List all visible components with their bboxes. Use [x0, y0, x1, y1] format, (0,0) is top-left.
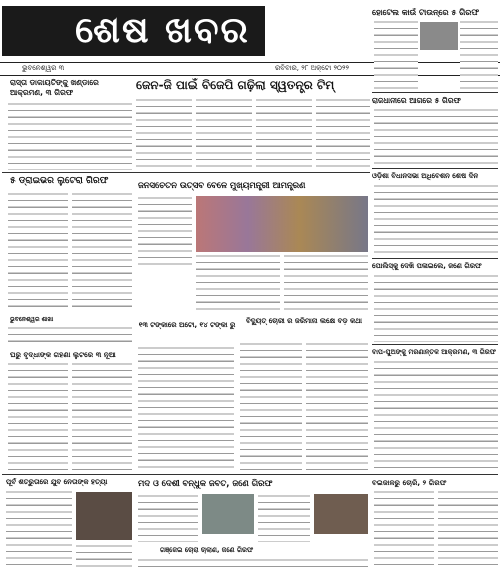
story-10-col-2 — [438, 490, 498, 568]
story-3-headline: ୫ ଡ୍ରାଇଭର ଲୁଟେରା ଗିରଫ — [10, 176, 109, 186]
right-divider-1 — [372, 92, 498, 93]
right-headline-5: ବାପ-ପୁଅଙ୍କୁ ମରଣାନ୍ତକ ଆକ୍ରମଣ, ୩ ଗିରଫ — [372, 348, 497, 356]
right-headline-3: ଓଡ଼ିଶା ବିଧାନସଭା ଅଧିବେଶନ ଶେଷ ଦିନ — [372, 172, 479, 180]
story-11-headline: ଗଞ୍ଜେଇ ଚୋରା ଚାଲାଣ, ଜଣେ ଗିରଫ — [160, 546, 254, 554]
right-body-2 — [374, 108, 498, 166]
story-7-headline: ୧୩ ଟଙ୍କାରେ ଅଟୋ, ୧୪ ଟଙ୍କା ରୁ — [138, 321, 236, 329]
story-6-col-1 — [240, 342, 302, 470]
story-9-photo-2 — [314, 494, 368, 534]
masthead-block — [2, 6, 60, 56]
story-8-photo — [76, 492, 132, 540]
right-body-4 — [374, 274, 498, 342]
story-11-body — [138, 558, 368, 568]
right-divider-2 — [372, 168, 498, 169]
issue-date: ରବିବାର, ୨୮ ଅକ୍ଟୋ ୨୦୨୨ — [275, 64, 349, 72]
masthead-title: ଶେଷ ଖବର — [60, 6, 265, 56]
story-5-headline: ଘରୁ ବୃଦ୍ଧାଙ୍କ ଗହଣା ଲୁଟରେ ୩ ନୂଆ — [10, 350, 116, 359]
small-box-1-body — [8, 326, 132, 346]
story-2-col-4 — [316, 98, 370, 172]
story-6-headline: ବିଦ୍ୟୁତ୍ ଚୋରୀ ର ଜରିମାନା ଲକ୍ଷେ ବଡ଼ କଥା — [245, 317, 363, 325]
story-5-col-1 — [8, 362, 68, 470]
masthead-blank — [270, 6, 365, 56]
right-photo-1 — [420, 22, 458, 50]
story-4-col-1 — [138, 196, 192, 268]
right-headline-4: ପୋଲିସ୍‌କୁ ଦେଖି ପଳାଇଲେ, ଜଣେ ଗିରଫ — [372, 262, 482, 270]
story-6-col-2 — [306, 342, 368, 470]
right-divider-3 — [372, 258, 498, 259]
story-8-body-2 — [76, 544, 132, 568]
story-2-col-1 — [136, 98, 192, 172]
divider-row-2 — [2, 172, 370, 173]
right-body-3 — [374, 184, 498, 256]
section-label: ଭୁବନେଶ୍ୱର ୩ — [22, 64, 65, 72]
story-9-photo — [202, 494, 254, 534]
right-body-1 — [374, 20, 418, 90]
dateline — [0, 62, 500, 76]
story-9-col-2 — [258, 494, 310, 542]
story-2-headline: ଜେନ-ଜି ପାଇଁ ବିଜେପି ଗଢ଼ିଲା ସ୍ୱତନ୍ତ୍ର ଟିମ୍ — [136, 78, 335, 92]
story-8-headline: ପୂର୍ବ ଶତ୍ରୁତାରେ ଯୁବ ନେତାଙ୍କ ହତ୍ୟା — [6, 478, 108, 486]
right-headline-2: ରାଜଧାନୀରେ ଆଗରେ ୫ ଗିରଫ — [372, 96, 461, 105]
story-4-col-3 — [284, 254, 368, 310]
story-1-headline: ରାସ୍ତା ଡାକାୟତିଙ୍କୁ ଖଣ୍ଡାରେ ଆକ୍ରମଣ, ୩ ଗିରଫ — [10, 78, 99, 97]
story-9-col-1 — [138, 494, 198, 542]
story-8-body — [6, 490, 72, 568]
right-body-5 — [374, 360, 498, 470]
story-7-body — [138, 346, 234, 470]
story-9-headline: ମଦ ଓ ଦେଶୀ ବନ୍ଧୁକ ଜବତ, ଜଣେ ଗିରଫ — [138, 478, 273, 488]
right-headline-1: ହୋଟେଲ କାଉଁ ଟାଉନ୍‌ରେ ୫ ଗିରଫ — [372, 8, 480, 17]
story-5-col-2 — [72, 362, 132, 470]
story-3-col-2 — [72, 192, 132, 312]
divider-bottom — [2, 474, 498, 475]
story-1-body — [8, 102, 132, 170]
story-4-headline: ଜନସଚେତନ ଉତ୍ସବ ବେଳେ ମୁଖ୍ୟମନ୍ତ୍ରୀ ଆମନ୍ତ୍ରଣ — [138, 180, 306, 190]
story-4-col-2 — [196, 254, 280, 310]
story-4-photo — [196, 196, 368, 252]
story-2-col-3 — [256, 98, 312, 172]
story-10-col-1 — [374, 490, 434, 568]
right-divider-4 — [372, 344, 498, 345]
story-2-col-2 — [196, 98, 252, 172]
small-box-1-title: ଭୁବନେଶ୍ୱର ଶାଖା — [10, 316, 54, 323]
story-10-headline: ବଇଜାଳରୁ ଚୋରି, ୨ ଗିରଫ — [372, 478, 447, 487]
story-3-col-1 — [8, 192, 68, 312]
right-body-1b — [460, 20, 498, 90]
